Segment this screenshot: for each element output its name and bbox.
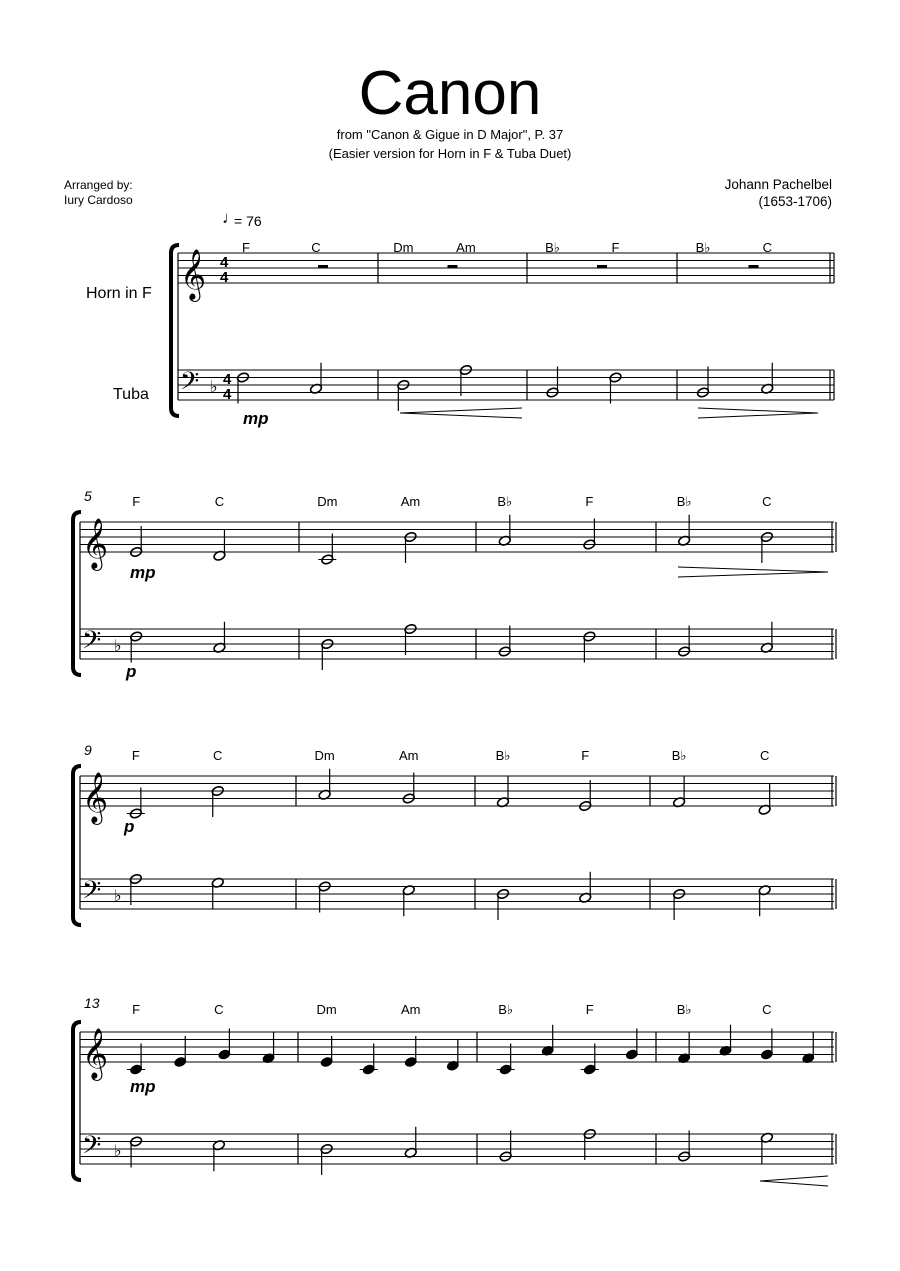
- instrument-label-horn: Horn in F: [86, 285, 152, 302]
- tuba-staff: [178, 370, 834, 400]
- chord-symbol: B♭: [676, 1002, 692, 1017]
- horn-note-C: [321, 534, 334, 566]
- chord-symbol: B♭: [498, 1002, 514, 1017]
- horn-staff: [178, 253, 834, 283]
- tuba-note-A: [129, 873, 142, 905]
- horn-note-F: [678, 1032, 691, 1064]
- horn-note-C: [499, 1044, 512, 1076]
- chord-symbol: F: [132, 1002, 141, 1017]
- chord-symbol: F: [132, 494, 141, 509]
- tempo-marking: = 76: [234, 213, 262, 229]
- treble-clef-icon: 𝄞: [82, 1029, 109, 1078]
- tuba-note-C: [761, 363, 774, 395]
- tuba-note-B♭: [498, 626, 511, 658]
- dynamic-marking-tuba: mp: [243, 409, 269, 428]
- tuba-note-F: [129, 1136, 142, 1168]
- horn-note-A: [678, 515, 691, 547]
- horn-note-C: [129, 788, 142, 820]
- horn-note-B: [404, 531, 417, 563]
- bass-clef-icon: 𝄢: [82, 627, 102, 660]
- time-signature-top: 4: [220, 254, 229, 271]
- horn-note-E: [130, 526, 143, 558]
- tuba-note-E: [758, 885, 771, 917]
- composer-dates: (1653-1706): [758, 194, 832, 209]
- chord-symbol: B♭: [495, 748, 511, 763]
- chord-symbol: F: [131, 748, 140, 763]
- chord-symbol: C: [762, 240, 772, 255]
- tuba-note-B♭: [546, 367, 559, 399]
- tuba-note-D: [397, 379, 410, 411]
- tuba-note-E: [212, 1140, 225, 1172]
- instrument-label-tuba: Tuba: [113, 386, 149, 403]
- horn-note-D: [446, 1040, 459, 1072]
- tuba-note-A: [583, 1128, 596, 1160]
- chord-symbol: Dm: [317, 494, 338, 509]
- chord-symbol: Dm: [316, 1002, 337, 1017]
- chord-symbol: Am: [400, 494, 421, 509]
- quarter-note-icon: ♩: [222, 208, 239, 227]
- tuba-note-C: [309, 363, 322, 395]
- tuba-note-C: [213, 622, 226, 654]
- flat-key-signature-icon: ♭: [114, 638, 122, 655]
- arranger-label: Arranged by:: [64, 178, 133, 192]
- dynamic-marking-horn: p: [124, 817, 135, 836]
- chord-symbol: F: [611, 240, 620, 255]
- chord-symbol: C: [762, 494, 772, 509]
- arranger-name: Iury Cardoso: [64, 193, 133, 207]
- horn-note-F: [496, 776, 509, 808]
- tuba-note-D: [321, 638, 334, 670]
- tuba-note-C: [579, 872, 592, 904]
- subtitle-source: from "Canon & Gigue in D Major", P. 37: [336, 127, 564, 142]
- chord-symbol: C: [311, 240, 321, 255]
- chord-symbol: C: [214, 1002, 224, 1017]
- horn-note-F: [672, 776, 685, 808]
- chord-symbol: Am: [399, 748, 419, 763]
- tuba-staff: [80, 1134, 834, 1164]
- tuba-note-B♭: [678, 1131, 691, 1163]
- measure-number: 9: [84, 742, 92, 758]
- horn-note-C: [583, 1044, 596, 1076]
- horn-note-A: [719, 1025, 732, 1057]
- horn-note-G: [625, 1029, 638, 1061]
- tuba-note-A: [404, 623, 417, 655]
- horn-note-B: [760, 531, 773, 563]
- time-signature-bottom: 4: [220, 269, 229, 286]
- tuba-note-D: [672, 888, 685, 920]
- composer-name: Johann Pachelbel: [724, 177, 832, 192]
- horn-note-G: [760, 1029, 773, 1061]
- tuba-note-F: [318, 881, 331, 913]
- horn-note-F: [802, 1032, 815, 1064]
- horn-note-A: [498, 515, 511, 547]
- horn-note-G: [583, 519, 596, 551]
- tuba-note-B♭: [678, 626, 691, 658]
- tuba-note-A: [459, 364, 472, 396]
- dynamic-marking-horn: mp: [130, 1077, 156, 1096]
- horn-note-B: [211, 785, 224, 817]
- horn-note-E: [404, 1036, 417, 1068]
- time-signature-top: 4: [223, 371, 232, 388]
- system-2: [73, 512, 836, 675]
- chord-symbol: B♭: [676, 494, 692, 509]
- horn-note-C: [129, 1044, 142, 1076]
- decrescendo-hairpin: [698, 408, 818, 418]
- flat-key-signature-icon: ♭: [210, 379, 218, 396]
- horn-note-E: [320, 1036, 333, 1068]
- horn-note-A: [318, 769, 331, 801]
- tuba-staff: [80, 629, 834, 659]
- tuba-note-E: [402, 885, 415, 917]
- chord-symbol: C: [214, 494, 225, 509]
- treble-clef-icon: 𝄞: [82, 773, 109, 822]
- tuba-note-F: [236, 372, 249, 404]
- tuba-note-G: [760, 1132, 773, 1164]
- bass-clef-icon: 𝄢: [82, 877, 102, 910]
- crescendo-hairpin: [400, 408, 522, 418]
- tuba-note-D: [496, 888, 509, 920]
- horn-staff: [80, 522, 834, 552]
- tuba-note-D: [320, 1143, 333, 1175]
- horn-note-E: [174, 1036, 187, 1068]
- chord-symbol: C: [759, 748, 770, 763]
- measure-number: 5: [84, 488, 92, 504]
- chord-symbol: F: [585, 1002, 594, 1017]
- flat-key-signature-icon: ♭: [114, 888, 122, 905]
- tuba-note-F: [130, 631, 143, 663]
- crescendo-hairpin: [760, 1176, 828, 1186]
- chord-symbol: C: [762, 1002, 772, 1017]
- horn-note-G: [402, 773, 415, 805]
- chord-symbol: F: [581, 748, 590, 763]
- treble-clef-icon: 𝄞: [82, 519, 109, 568]
- horn-staff: [80, 1032, 834, 1062]
- chord-symbol: B♭: [695, 240, 711, 255]
- chord-symbol: Dm: [393, 240, 414, 255]
- tuba-note-B♭: [499, 1131, 512, 1163]
- tuba-staff: [80, 879, 834, 909]
- tuba-note-C: [404, 1127, 417, 1159]
- chord-symbol: B♭: [545, 240, 560, 255]
- chord-symbol: Am: [401, 1002, 421, 1017]
- page-title: Canon: [358, 59, 542, 128]
- tuba-note-B♭: [696, 367, 709, 399]
- horn-note-F: [262, 1032, 275, 1064]
- horn-note-D: [213, 530, 226, 562]
- tuba-note-C: [760, 622, 773, 654]
- chord-symbol: B♭: [671, 748, 687, 763]
- bass-clef-icon: 𝄢: [82, 1132, 102, 1165]
- flat-key-signature-icon: ♭: [114, 1143, 122, 1160]
- chord-symbol: C: [213, 748, 223, 763]
- horn-note-A: [541, 1025, 554, 1057]
- tuba-note-F: [609, 372, 622, 404]
- horn-note-G: [218, 1029, 231, 1061]
- dynamic-marking-horn: mp: [130, 563, 156, 582]
- horn-staff: [80, 776, 834, 806]
- dynamic-marking-tuba: p: [126, 662, 137, 681]
- horn-note-D: [758, 784, 771, 816]
- chord-symbol: F: [585, 494, 594, 509]
- measure-number: 13: [84, 995, 100, 1011]
- horn-note-C: [362, 1044, 375, 1076]
- chord-symbol: F: [242, 240, 250, 255]
- chord-symbol: Am: [456, 240, 476, 255]
- time-signature-bottom: 4: [223, 386, 232, 403]
- chord-symbol: Dm: [314, 748, 335, 763]
- decrescendo-hairpin: [678, 567, 828, 577]
- treble-clef-icon: 𝄞: [180, 250, 207, 299]
- tuba-note-G: [211, 877, 224, 909]
- chord-symbol: B♭: [497, 494, 513, 509]
- tuba-note-F: [583, 631, 596, 663]
- bass-clef-icon: 𝄢: [180, 368, 200, 401]
- horn-note-E: [579, 780, 592, 812]
- subtitle-version: (Easier version for Horn in F & Tuba Duet): [328, 146, 572, 161]
